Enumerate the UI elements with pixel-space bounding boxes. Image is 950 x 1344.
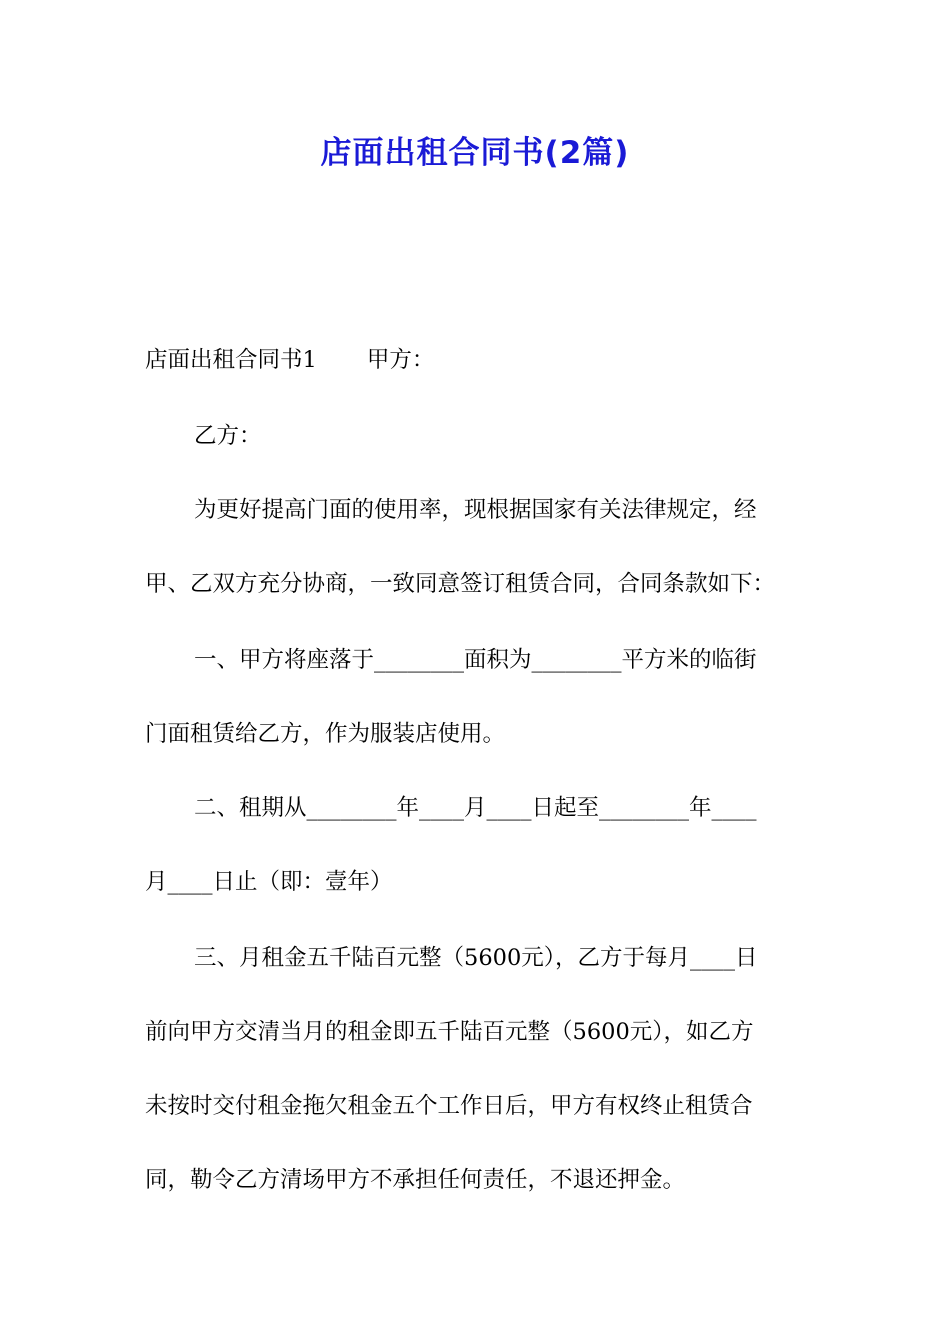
- paragraph-line: 同，勒令乙方清场甲方不承担任何责任，不退还押金。: [145, 1167, 686, 1193]
- paragraph-line: 二、租期从________年____月____日起至________年____: [194, 795, 757, 821]
- paragraph-line: 为更好提高门面的使用率，现根据国家有关法律规定，经: [194, 497, 757, 523]
- paragraph-line: 前向甲方交清当月的租金即五千陆百元整（5600元），如乙方: [145, 1019, 754, 1045]
- paragraph-line: 月____日止（即：壹年）: [145, 869, 393, 895]
- contract-heading-line: [145, 340, 815, 380]
- paragraph-line: 未按时交付租金拖欠租金五个工作日后，甲方有权终止租赁合: [145, 1093, 753, 1119]
- contract-subtitle: 店面出租合同书1: [145, 347, 317, 373]
- paragraph-line: 一、甲方将座落于________面积为________平方米的临街: [194, 647, 757, 673]
- paragraph-line: 甲、乙双方充分协商，一致同意签订租赁合同，合同条款如下：: [145, 571, 776, 597]
- paragraph-line: 门面租赁给乙方，作为服装店使用。: [145, 721, 506, 747]
- document-title: 店面出租合同书(2篇): [320, 135, 630, 171]
- party-a-label: 甲方：: [366, 347, 435, 373]
- party-b-label: 乙方：: [194, 423, 262, 449]
- paragraph-line: 三、月租金五千陆百元整（5600元），乙方于每月____日: [194, 945, 758, 971]
